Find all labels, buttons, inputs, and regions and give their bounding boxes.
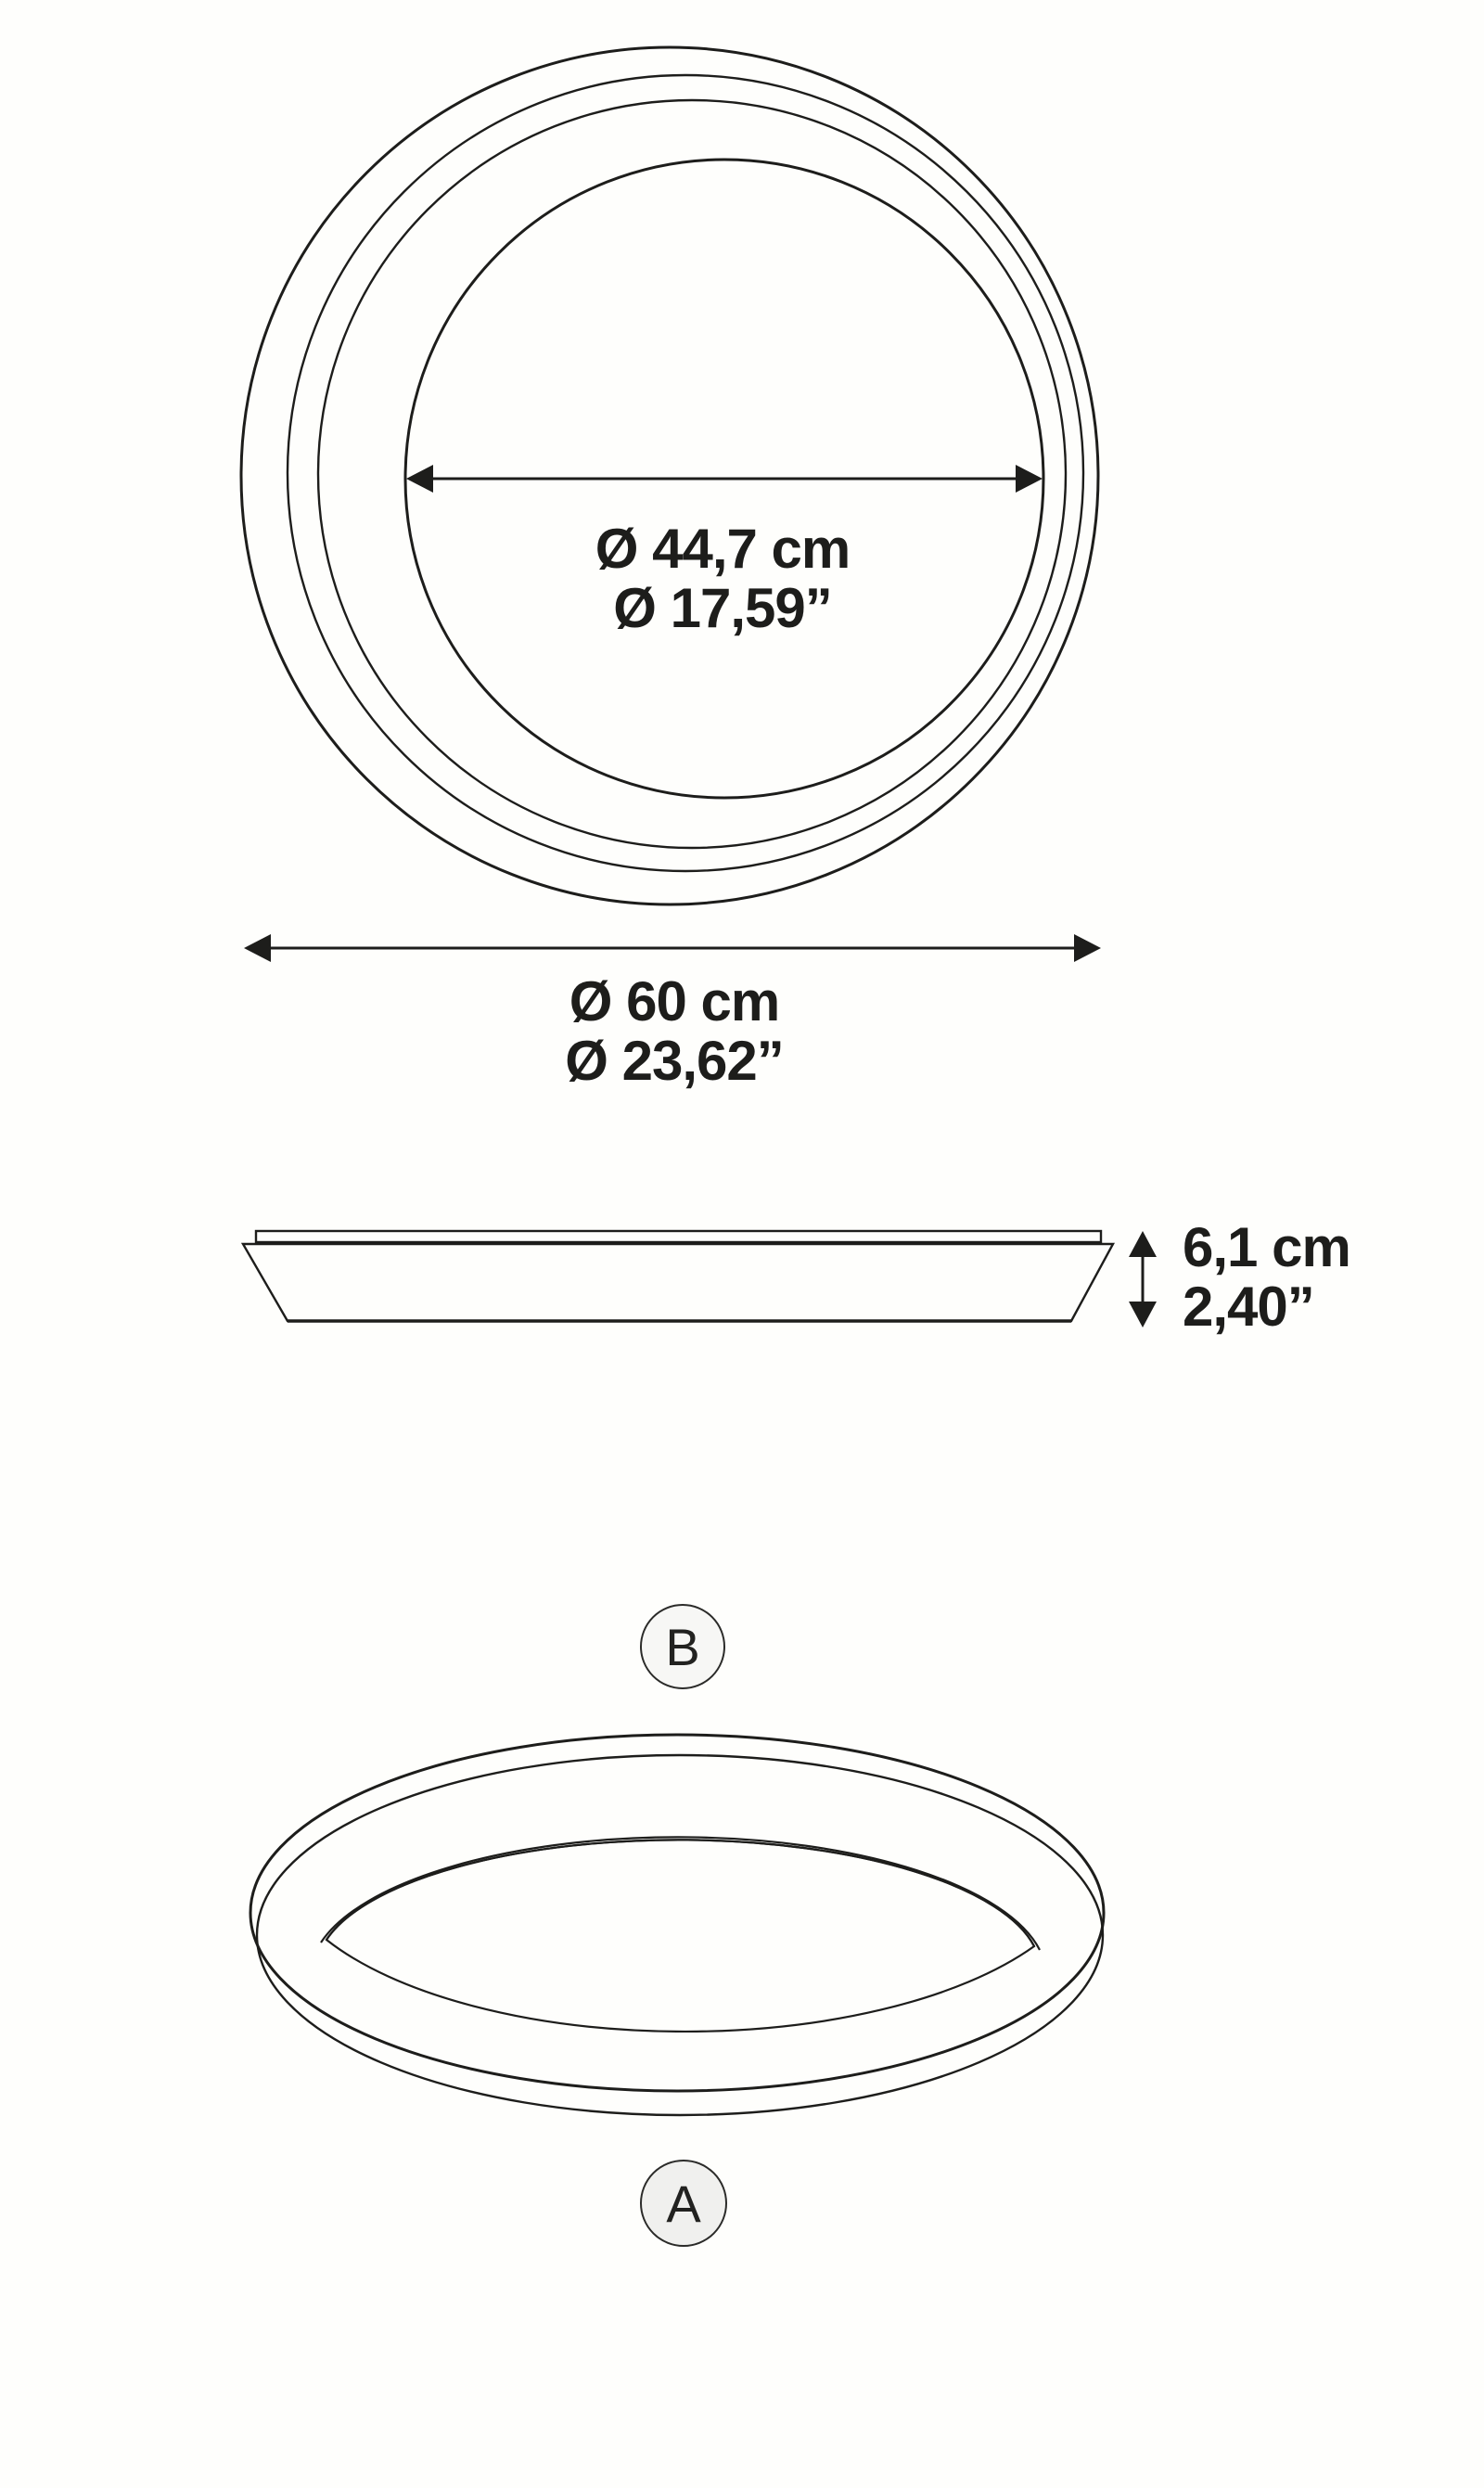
- outer-rim-ellipse: [250, 1735, 1104, 2091]
- diffuser-panel: [326, 1840, 1034, 2032]
- label-a-text: A: [666, 2174, 701, 2233]
- inner-diameter-cm-label: Ø 44,7 cm: [595, 518, 851, 580]
- side-view-drawing: [243, 1216, 1350, 1338]
- label-b-badge: [641, 1605, 724, 1688]
- inner-rim-inner-line: [326, 1840, 1034, 1946]
- arrowhead-down-icon: [1129, 1302, 1157, 1327]
- inner-diameter-dimension: [406, 465, 1043, 639]
- outer-rim-circle: [241, 47, 1098, 904]
- inner-rim-outer-line: [321, 1837, 1040, 1950]
- top-view-drawing: [241, 47, 1098, 904]
- arrowhead-left-icon: [244, 934, 271, 962]
- arrowhead-right-icon: [1016, 465, 1043, 493]
- ring-step-circle-1: [288, 75, 1083, 871]
- height-inch-label: 2,40”: [1183, 1276, 1314, 1338]
- arrowhead-up-icon: [1129, 1231, 1157, 1257]
- body-profile: [243, 1244, 1113, 1321]
- label-b-text: B: [665, 1618, 700, 1676]
- outer-diameter-inch-label: Ø 23,62”: [565, 1030, 784, 1092]
- height-dimension: [1129, 1216, 1350, 1338]
- perspective-view-drawing: [250, 1605, 1104, 2246]
- arrowhead-left-icon: [406, 465, 433, 493]
- arrowhead-right-icon: [1074, 934, 1101, 962]
- ceiling-mount-plate: [256, 1231, 1101, 1242]
- bottom-rim-ellipse: [257, 1755, 1103, 2115]
- outer-diameter-dimension: [244, 934, 1101, 1092]
- label-a-badge: [641, 2161, 726, 2246]
- height-cm-label: 6,1 cm: [1183, 1216, 1350, 1278]
- outer-diameter-cm-label: Ø 60 cm: [569, 970, 780, 1032]
- inner-diameter-inch-label: Ø 17,59”: [613, 577, 832, 639]
